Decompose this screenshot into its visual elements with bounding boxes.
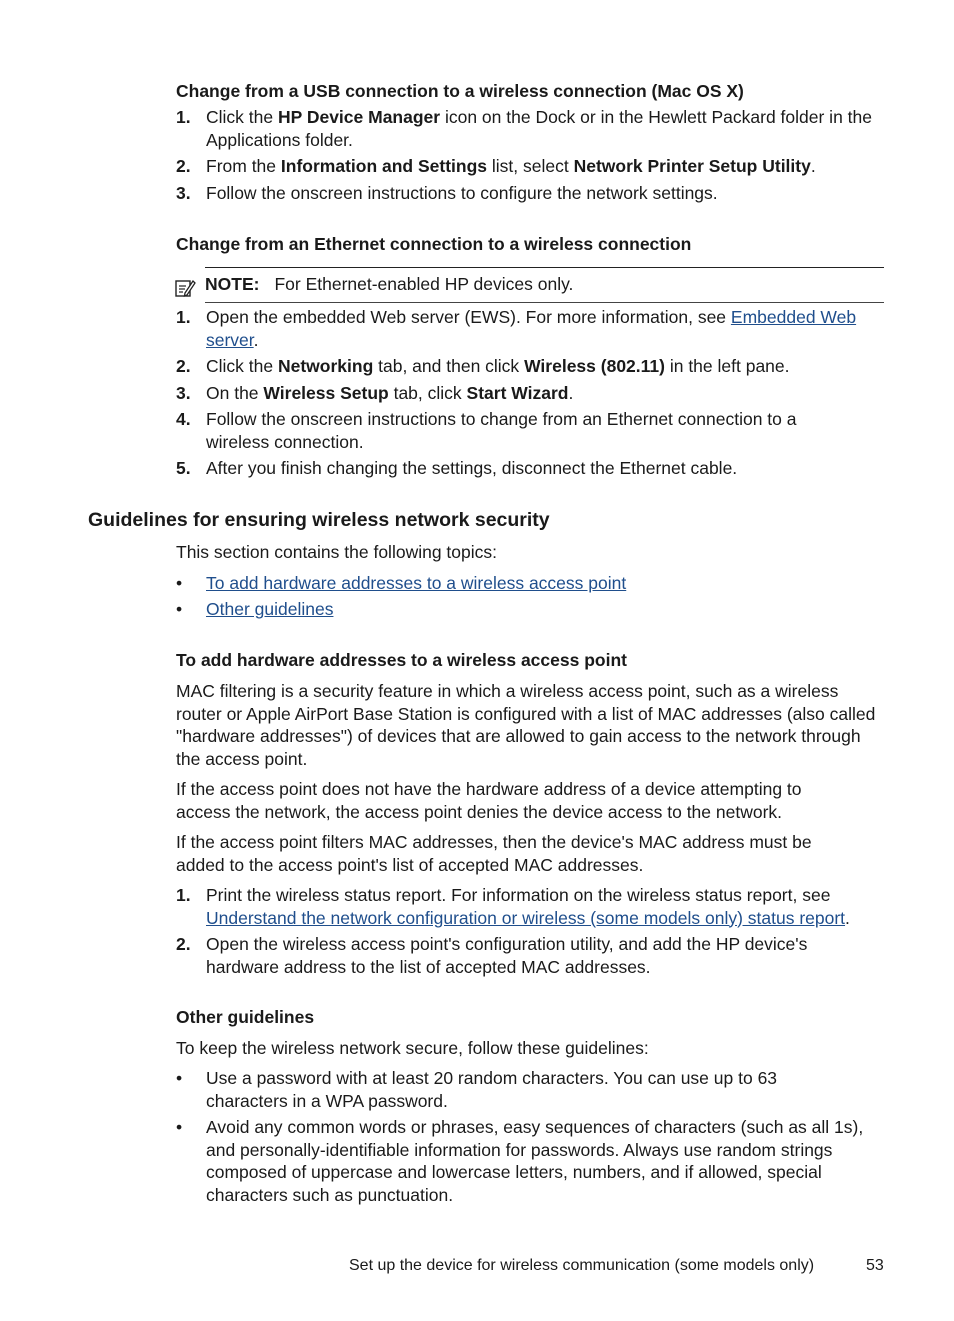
page-number: 53 [866,1257,884,1274]
list-item: Use a password with at least 20 random characters. You can use up to 63 characters in a WPA password. [206,1068,778,1111]
list-item: Avoid any common words or phrases, easy sequences of characters (such as all 1s), and personally-identifiable information for passwords. Always use random strings composed of uppercase and lowercase letters, numbers, and if allowed, special characters such as punctuation. [206,1117,864,1205]
note-bottom-rule [205,302,884,303]
step-number: 1. [176,307,191,327]
topics-intro: This section contains the following topics: [176,542,497,562]
footer-chapter-title: Set up the device for wireless communication (some models only) [349,1257,815,1274]
topic-link-hardware-addresses[interactable]: To add hardware addresses to a wireless access point [206,573,627,593]
step-text: Open the wireless access point's configuration utility, and add the HP device's hardware address to the list of accepted MAC addresses. [206,934,808,977]
step-number: 4. [176,409,191,429]
status-report-link[interactable]: Understand the network configuration or wireless (some models only) status report [206,907,846,928]
section-heading-other-guidelines: Other guidelines [176,1007,315,1027]
section-heading-hardware-addresses: To add hardware addresses to a wireless access point [176,650,627,670]
section-heading-ethernet-to-wireless: Change from an Ethernet connection to a wireless connection [176,234,692,254]
step-number: 2. [176,156,191,176]
step-text: Follow the onscreen instructions to change from an Ethernet connection to a wireless connection. [206,409,797,452]
step-text: Click the HP Device Manager icon on the Dock or in the Hewlett Packard folder in the Applications folder. [206,107,872,150]
step-number: 2. [176,356,191,376]
step-text: After you finish changing the settings, disconnect the Ethernet cable. [206,458,738,478]
step-text: Click the Networking tab, and then click Wireless (802.11) in the left pane. [206,356,790,376]
paragraph: If the access point does not have the hardware address of a device attempting to access the network, the access point denies the device access to the network. [176,779,802,822]
step-text: Open the embedded Web server (EWS). For more information, see Embedded Web server. [206,307,857,350]
paragraph: MAC filtering is a security feature in which a wireless access point, such as a wireless router or Apple AirPort Base Station is configured with a list of MAC addresses (also called "hardware addresses") of devices that are allowed to gain access to the network through the access point. [176,681,876,769]
step-number: 3. [176,383,191,403]
section-heading-usb-to-wireless: Change from a USB connection to a wireless connection (Mac OS X) [176,81,744,101]
step-number: 1. [176,885,191,905]
note-text: For Ethernet-enabled HP devices only. [274,274,574,294]
step-number: 1. [176,107,191,127]
step-text: From the Information and Settings list, select Network Printer Setup Utility. [206,156,816,176]
step-text: On the Wireless Setup tab, click Start Wizard. [206,383,574,403]
bullet-dot: • [176,1068,183,1088]
bullet-dot: • [176,599,183,619]
bullet-dot: • [176,573,183,593]
step-text: Follow the onscreen instructions to configure the network settings. [206,183,718,203]
step-number: 5. [176,458,191,478]
bullet-dot: • [176,1117,183,1137]
note-callout [205,273,573,296]
paragraph: If the access point filters MAC addresses, then the device's MAC address must be added to the access point's list of accepted MAC addresses. [176,832,812,875]
note-top-rule [205,267,884,268]
section-heading-guidelines: Guidelines for ensuring wireless network security [88,509,550,531]
guidelines-intro: To keep the wireless network secure, follow these guidelines: [176,1038,649,1058]
note-label: NOTE: [205,274,260,294]
step-number: 2. [176,934,191,954]
note-pencil-icon [174,277,196,299]
topic-link-other-guidelines[interactable]: Other guidelines [206,599,334,619]
step-number: 3. [176,183,191,203]
embedded-web-server-link[interactable]: Embedded Web server [206,307,857,350]
step-text: Print the wireless status report. For information on the wireless status report, see Understand the network configuration or wireless (some models only) status report. [206,885,850,928]
